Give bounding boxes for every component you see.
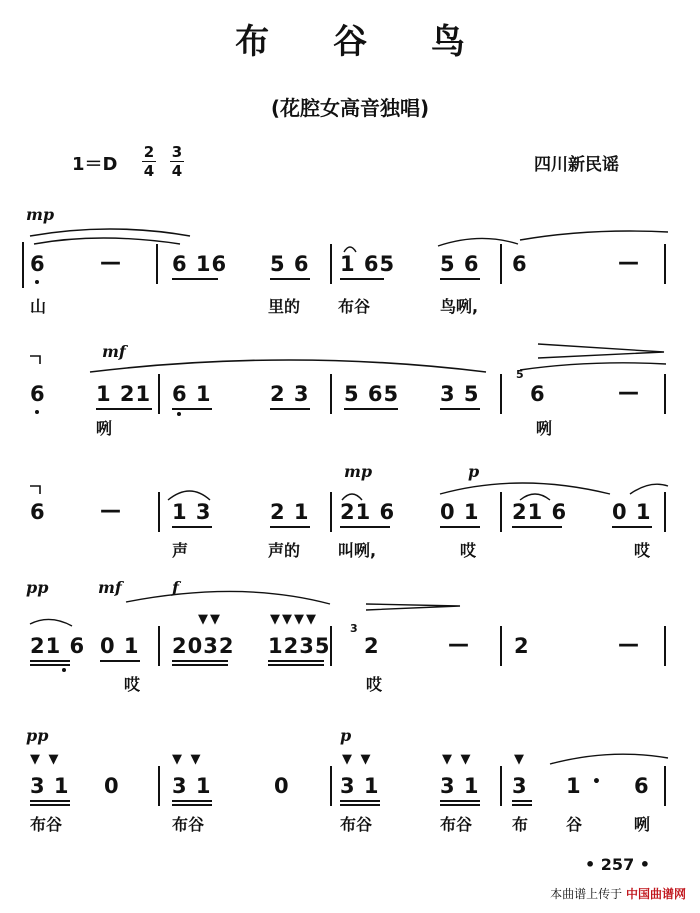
barline	[158, 626, 160, 666]
note: 3 1	[440, 774, 480, 798]
accent-marks: ▼ ▼	[442, 752, 473, 767]
lyric: 咧	[536, 419, 553, 438]
barline	[330, 626, 332, 666]
dynamic-mf: mf	[98, 578, 122, 597]
note: 2	[514, 634, 530, 658]
beam	[30, 800, 70, 802]
beam	[612, 526, 652, 528]
beam	[270, 278, 310, 280]
note: 2032	[172, 634, 235, 658]
lyric: 布	[512, 815, 529, 834]
note: 1	[566, 774, 582, 798]
lyric: 谷	[566, 815, 583, 834]
beam	[172, 408, 212, 410]
barline	[158, 374, 160, 414]
meter-b-numerator: 3	[171, 143, 183, 161]
barline	[500, 492, 502, 532]
note: 6	[634, 774, 650, 798]
lyric: 山	[30, 297, 47, 316]
lyric: 哎	[366, 675, 383, 694]
beam	[512, 526, 562, 528]
key-signature: 1＝D	[72, 154, 118, 175]
lyric: 咧	[634, 815, 651, 834]
footer-brand: 中国曲谱网	[625, 887, 686, 901]
barline	[158, 766, 160, 806]
lyric: 布谷	[30, 815, 63, 834]
note: 1 3	[172, 500, 212, 524]
note: 21 6	[340, 500, 396, 524]
beam	[30, 804, 70, 806]
system-bracket	[22, 242, 24, 288]
accent-marks: ▼ ▼	[30, 752, 61, 767]
low-octave-dot	[35, 280, 39, 284]
dash: —	[618, 380, 640, 404]
beam	[172, 664, 228, 666]
dash: —	[618, 632, 640, 656]
meter-a-numerator: 2	[143, 143, 155, 161]
note: 2	[364, 634, 380, 658]
dash: —	[100, 498, 122, 522]
lyric: 咧	[96, 419, 113, 438]
barline	[330, 374, 332, 414]
note: 2 1	[270, 500, 310, 524]
dash: —	[100, 250, 122, 274]
note: 21 6	[512, 500, 568, 524]
dynamic-mf: mf	[102, 342, 126, 361]
barline	[330, 766, 332, 806]
staccato-dot: •	[592, 774, 602, 790]
note: 0 1	[612, 500, 652, 524]
beam	[172, 278, 218, 280]
barline	[664, 374, 666, 414]
beam	[172, 526, 212, 528]
page-number: • 257 •	[585, 855, 650, 874]
accent-marks: ▼▼▼▼	[270, 612, 318, 627]
note: 3 1	[172, 774, 212, 798]
beam	[340, 804, 380, 806]
lyric: 布谷	[338, 297, 371, 316]
note: 3 1	[340, 774, 380, 798]
accent-mark: ▼	[514, 752, 526, 767]
note: 6	[30, 382, 46, 406]
beam	[340, 278, 384, 280]
barline	[500, 766, 502, 806]
barline	[156, 244, 158, 284]
meter-a-denominator: 4	[143, 162, 155, 180]
low-octave-dot	[35, 410, 39, 414]
lyric: 叫咧,	[338, 541, 377, 560]
note: 1235	[268, 634, 331, 658]
note: 2 3	[270, 382, 310, 406]
song-title: 布 谷 鸟	[235, 22, 491, 62]
beam	[172, 804, 212, 806]
beam	[340, 526, 390, 528]
barline	[330, 492, 332, 532]
beam	[268, 660, 324, 662]
dynamic-f: f	[172, 578, 179, 597]
dynamic-mp: mp	[344, 462, 373, 481]
note: 0 1	[100, 634, 140, 658]
note: 6	[512, 252, 528, 276]
accent-marks: ▼ ▼	[342, 752, 373, 767]
beam	[440, 800, 480, 802]
footer-watermark	[550, 885, 686, 902]
lyric: 布谷	[172, 815, 205, 834]
low-octave-dot	[177, 412, 181, 416]
song-source: 四川新民谣	[534, 155, 619, 175]
accent-marks: ▼▼	[198, 612, 222, 627]
lyric: 布谷	[340, 815, 373, 834]
note: 6 16	[172, 252, 228, 276]
note: 6	[530, 382, 546, 406]
barline	[664, 492, 666, 532]
note: 6	[30, 500, 46, 524]
dynamic-p: p	[468, 462, 480, 481]
lyric: 布谷	[440, 815, 473, 834]
dynamic-pp: pp	[26, 578, 49, 597]
note: 5 65	[344, 382, 400, 406]
barline	[500, 626, 502, 666]
barline	[664, 244, 666, 284]
lyric: 哎	[124, 675, 141, 694]
accent-marks: ▼ ▼	[172, 752, 203, 767]
low-octave-dot	[62, 668, 66, 672]
barline	[330, 244, 332, 284]
grace-note: 3	[350, 622, 358, 635]
beam	[440, 408, 480, 410]
beam	[30, 664, 70, 666]
lyric: 鸟咧,	[440, 297, 479, 316]
beam	[512, 804, 532, 806]
beam	[100, 660, 140, 662]
note: 0 1	[440, 500, 480, 524]
note: 5 6	[270, 252, 310, 276]
beam	[96, 408, 152, 410]
barline	[500, 374, 502, 414]
song-subtitle: (花腔女高音独唱)	[270, 96, 430, 120]
beam	[268, 664, 324, 666]
beam	[512, 800, 532, 802]
note: 6 1	[172, 382, 212, 406]
barline	[158, 492, 160, 532]
footer-text: 本曲谱上传于	[550, 887, 623, 901]
beam	[172, 660, 228, 662]
dynamic-p: p	[340, 726, 352, 745]
beam	[440, 804, 480, 806]
barline	[500, 244, 502, 284]
note: 3 5	[440, 382, 480, 406]
note: 3 1	[30, 774, 70, 798]
lyric: 哎	[634, 541, 651, 560]
beam	[440, 278, 480, 280]
note: 6	[30, 252, 46, 276]
grace-note: 5	[516, 368, 524, 381]
dash: —	[448, 632, 470, 656]
note: 1 21	[96, 382, 152, 406]
meter-b-denominator: 4	[171, 162, 183, 180]
dynamic-pp: pp	[26, 726, 49, 745]
lyric: 里的	[268, 297, 301, 316]
beam	[30, 660, 70, 662]
beam	[270, 408, 310, 410]
dash: —	[618, 250, 640, 274]
barline	[664, 626, 666, 666]
beam	[270, 526, 310, 528]
barline	[664, 766, 666, 806]
note: 0	[274, 774, 290, 798]
lyric: 哎	[460, 541, 477, 560]
note: 1 65	[340, 252, 396, 276]
lyric: 声	[172, 541, 189, 560]
lyric: 声的	[268, 541, 301, 560]
note: 21 6	[30, 634, 86, 658]
beam	[172, 800, 212, 802]
beam	[440, 526, 480, 528]
dynamic-mp: mp	[26, 205, 55, 224]
beam	[340, 800, 380, 802]
note: 3	[512, 774, 528, 798]
beam	[344, 408, 398, 410]
note: 0	[104, 774, 120, 798]
note: 5 6	[440, 252, 480, 276]
